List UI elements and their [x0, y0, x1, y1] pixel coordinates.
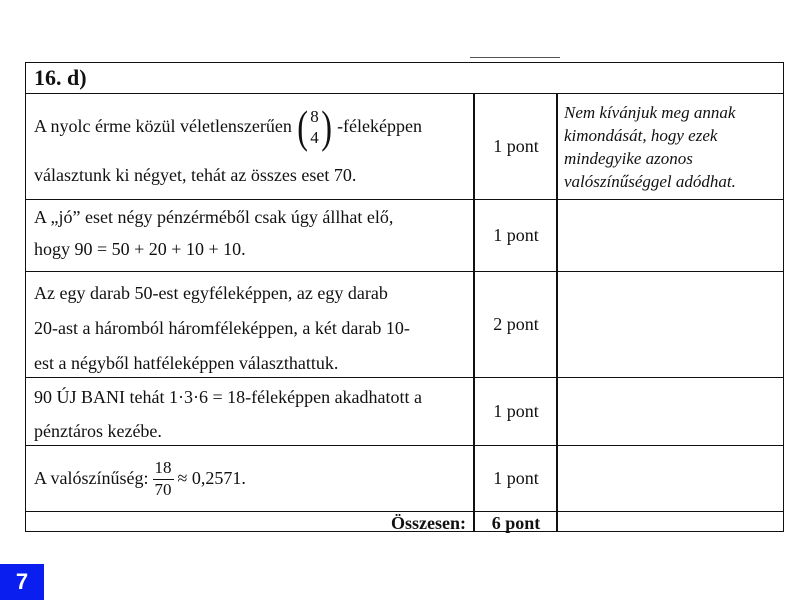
binomial-top: 8: [310, 106, 319, 126]
binomial-bottom: 4: [310, 128, 319, 147]
points-value: 1 pont: [493, 225, 539, 246]
description-text: A „jó” eset négy pénzérméből csak úgy állhat elő,: [34, 207, 394, 227]
description-text: Az egy darab 50-est egyféleképpen, az egy darab: [34, 283, 388, 303]
fraction-numerator: 18: [153, 458, 174, 479]
description-text: ≈ 0,2571.: [177, 468, 246, 489]
points-cell: [476, 94, 556, 200]
points-value: 1 pont: [493, 136, 539, 157]
points-cell: [476, 378, 556, 446]
scoring-table: [25, 62, 784, 532]
points-value: 1 pont: [493, 401, 539, 422]
row-description: [34, 98, 474, 190]
description-text: -féleképpen: [337, 116, 423, 137]
fraction-denominator: 70: [154, 479, 172, 499]
description-text: A valószínűség:: [34, 468, 149, 489]
table-row: [26, 199, 783, 272]
row-description: [34, 276, 474, 381]
table-row: [26, 93, 783, 200]
description-text: pénztáros kezébe.: [34, 421, 162, 442]
description-text: est a négyből hatféleképpen választhattuk.: [34, 353, 339, 374]
row-description: [34, 204, 474, 264]
top-divider: [470, 57, 560, 58]
task-title: 16. d): [34, 65, 87, 90]
points-value: 1 pont: [493, 468, 539, 489]
row-description: [34, 380, 474, 448]
description-text: 90 ÚJ BANI tehát 1·3·6 = 18-féleképpen akadhatott a: [34, 387, 423, 407]
points-cell: [476, 272, 556, 378]
table-row: [26, 445, 783, 512]
description-text: 20-ast a háromból háromféleképpen, a két darab 10-: [34, 318, 410, 339]
total-points: 6 pont: [491, 513, 541, 533]
total-label: Összesen:: [391, 513, 466, 533]
total-row: [26, 511, 783, 532]
points-cell: [476, 200, 556, 272]
points-value: 2 pont: [493, 314, 539, 335]
description-text: hogy 90 = 50 + 20 + 10 + 10.: [34, 238, 246, 259]
row-description: [34, 446, 474, 512]
page-number-badge: 7: [0, 564, 44, 600]
points-cell: [476, 446, 556, 512]
note-cell: Nem kívánjuk meg annak kimondását, hogy ezek mindegyike azonos valószínűséggel adódhat.: [564, 103, 736, 191]
table-row: [26, 271, 783, 378]
description-text: választunk ki négyet, tehát az összes eset 70.: [34, 165, 357, 185]
binomial-coefficient: ( 8 4 ): [297, 101, 332, 152]
table-row: [26, 377, 783, 446]
description-text: A nyolc érme közül véletlenszerűen: [34, 116, 292, 137]
fraction: [153, 458, 174, 500]
